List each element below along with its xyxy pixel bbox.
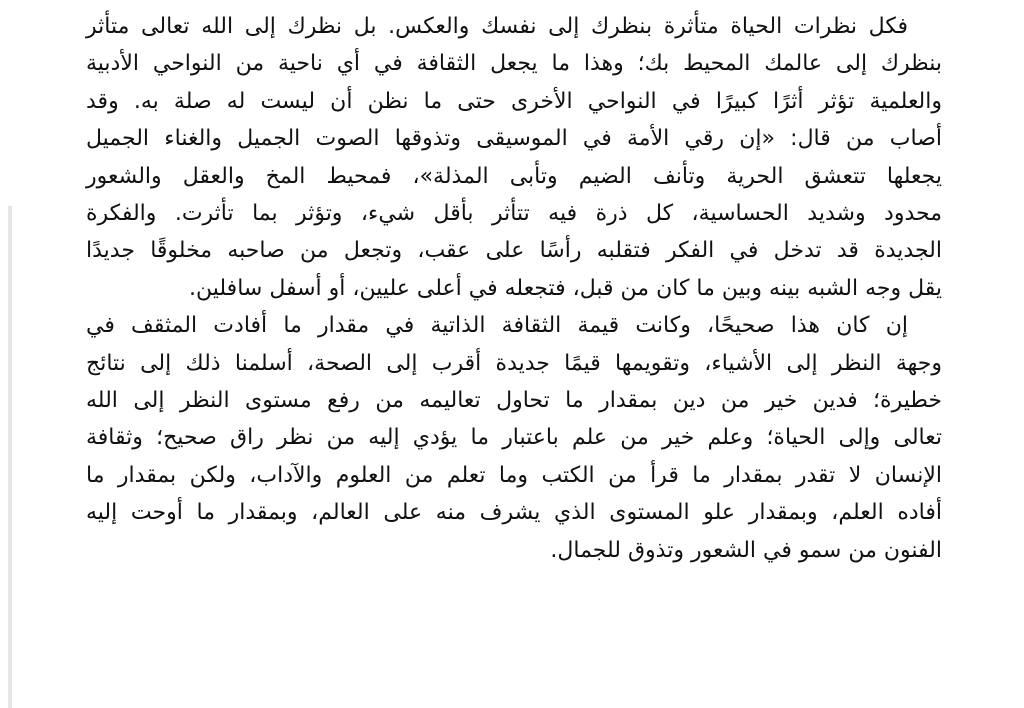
paragraph-2 xyxy=(86,307,942,569)
text-line: يقل وجه الشبه بينه وبين ما كان من قبل، فتجعله في أعلى عليين، أو أسفل سافلين. xyxy=(189,275,942,301)
text-line: الإنسان لا تقدر بمقدار ما قرأ من الكتب وما تعلم من العلوم والآداب، ولكن بمقدار ما xyxy=(86,462,942,488)
text-line: خطيرة؛ فدين خير من دين بمقدار ما تحاول تعاليمه من رفع مستوى النظر إلى الله xyxy=(86,388,942,414)
text-line: أفاده العلم، وبمقدار علو المستوى الذي يشرف منه على العالم، وبمقدار ما أوحت إليه xyxy=(86,500,942,526)
text-line: إن كان هذا صحيحًا، وكانت قيمة الثقافة الذاتية في مقدار ما أفادت المثقف في xyxy=(86,313,908,339)
text-line: أصاب من قال: «إن رقي الأمة في الموسيقى وتذوقها الصوت الجميل والغناء الجميل xyxy=(86,126,942,152)
paragraph-1 xyxy=(86,8,942,307)
text-line: وجهة النظر إلى الأشياء، وتقويمها قيمًا جديدة أقرب إلى الصحة، أسلمنا ذلك إلى نتائج xyxy=(86,350,942,376)
text-line: يجعلها تتعشق الحرية وتأنف الضيم وتأبى المذلة»، فمحيط المخ والعقل والشعور xyxy=(86,163,942,189)
text-line: والعلمية تؤثر أثرًا كبيرًا في النواحي الأخرى حتى ما نظن أن ليست له صلة به. وقد xyxy=(86,88,942,114)
text-line: تعالى وإلى الحياة؛ وعلم خير من علم باعتبار ما يؤدي إليه من نظر راق صحيح؛ وثقافة xyxy=(86,425,942,451)
text-line: الجديدة قد تدخل في الفكر فتقلبه رأسًا على عقب، وتجعل من صاحبه مخلوقًا جديدًا xyxy=(86,238,942,264)
scroll-edge-divider xyxy=(8,206,12,708)
article-body xyxy=(86,8,942,698)
text-line: محدود وشديد الحساسية، كل ذرة فيه تتأثر بأقل شيء، وتؤثر بما تأثرت. والفكرة xyxy=(86,201,942,227)
text-line: بنظرك إلى عالمك المحيط بك؛ وهذا ما يجعل الثقافة في أي ناحية من النواحي الأدبية xyxy=(86,51,942,77)
text-line: الفنون من سمو في الشعور وتذوق للجمال. xyxy=(550,537,942,563)
text-line: فكل نظرات الحياة متأثرة بنظرك إلى نفسك والعكس. بل نظرك إلى الله تعالى متأثر xyxy=(86,14,908,39)
